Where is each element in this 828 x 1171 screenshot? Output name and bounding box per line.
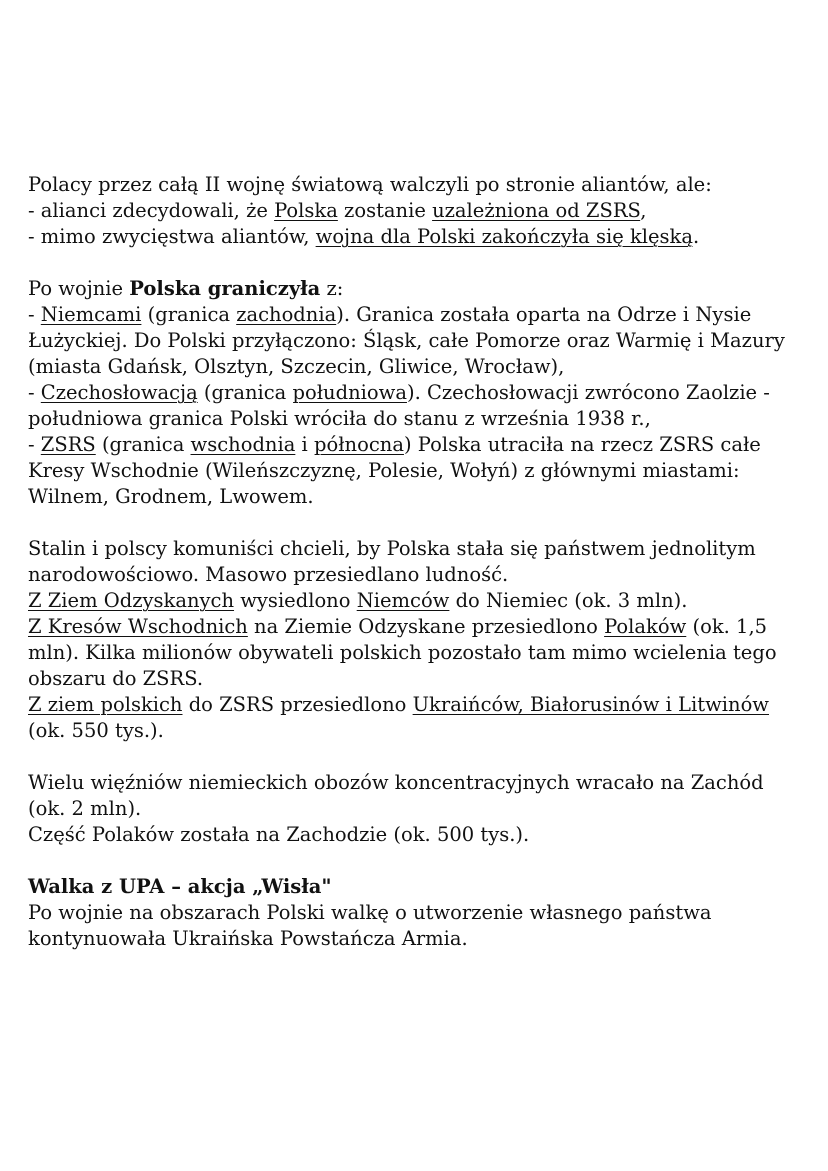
underlined-text: Niemcami [40, 303, 142, 326]
underlined-text: zachodnia [236, 303, 337, 326]
underlined-text: północna [314, 433, 404, 456]
text: Część Polaków została na Zachodzie (ok. 500 tys.). [28, 823, 530, 846]
text: wysiedlono [234, 589, 357, 612]
upa-text: Po wojnie na obszarach Polski walkę o utworzenie własnego państwa kontynuowała Ukraińska Powstańcza Armia. [28, 901, 712, 950]
spacer [28, 848, 798, 874]
text: do Niemiec (ok. 3 mln). [449, 589, 688, 612]
prisoners-line-2 [28, 822, 798, 848]
prisoners-line-1 [28, 770, 798, 822]
underlined-text: Z Ziem Odzyskanych [28, 589, 235, 612]
spacer [28, 250, 798, 276]
underlined-text: Polaków [604, 615, 687, 638]
text: ). Granica została oparta na Odrze i Nysie Łużyckiej. Do Polski przyłączono: Śląsk, całe Pomorze oraz Warmię i Mazury (miasta Gdańsk, Olsztyn, Szczecin, Gliwice, Wrocław), [28, 303, 785, 378]
underlined-text: Z Kresów Wschodnich [28, 615, 248, 638]
intro-line [28, 172, 798, 198]
text: - [28, 381, 41, 404]
text: - mimo zwycięstwa aliantów, [28, 225, 316, 248]
text: na Ziemie Odzyskane przesiedlono [247, 615, 605, 638]
text: (granica [95, 433, 191, 456]
underlined-text: Niemców [356, 589, 450, 612]
document-page [28, 172, 798, 952]
bold-text: Polska graniczyła [129, 277, 321, 300]
text: i [295, 433, 314, 456]
resettlement-germans [28, 588, 798, 614]
borders-intro [28, 276, 798, 302]
text: zostanie [337, 199, 433, 222]
text: , [640, 199, 647, 222]
text: Wielu więźniów niemieckich obozów koncentracyjnych wracało na Zachód (ok. 2 mln). [28, 771, 764, 820]
intro-bullet-1 [28, 198, 798, 224]
underlined-text: ZSRS [40, 433, 96, 456]
text: (ok. 1,5 mln). Kilka milionów obywateli polskich pozostało tam mimo wcielenia tego obszaru do ZSRS. [28, 615, 777, 690]
spacer [28, 744, 798, 770]
text: (granica [141, 303, 237, 326]
text: Stalin i polscy komuniści chcieli, by Polska stała się państwem jednolitym narodowościowo. Masowo przesiedlano ludność. [28, 537, 756, 586]
text: Po wojnie [28, 277, 130, 300]
border-ussr [28, 432, 798, 510]
text: - [28, 303, 41, 326]
text: (granica [197, 381, 293, 404]
underlined-text: uzależniona od ZSRS [432, 199, 641, 222]
text: - alianci zdecydowali, że [28, 199, 275, 222]
underlined-text: południowa [292, 381, 407, 404]
underlined-text: wschodnia [190, 433, 296, 456]
section-heading-upa: Walka z UPA – akcja „Wisła" [28, 875, 332, 898]
underlined-text: wojna dla Polski zakończyła się klęską [315, 225, 693, 248]
underlined-text: Czechosłowacją [40, 381, 198, 404]
text: ) Polska utraciła na rzecz ZSRS całe Kresy Wschodnie (Wileńszczyznę, Polesie, Wołyń) z głównymi miastami: Wilnem, Grodnem, Lwowem. [28, 433, 761, 508]
text: . [693, 225, 700, 248]
intro-text: Polacy przez całą II wojnę światową walczyli po stronie aliantów, ale: [28, 173, 712, 196]
border-czechoslovakia [28, 380, 798, 432]
underlined-text: Z ziem polskich [28, 693, 183, 716]
text: z: [320, 277, 344, 300]
spacer [28, 510, 798, 536]
resettlement-intro [28, 536, 798, 588]
intro-bullet-2 [28, 224, 798, 250]
resettlement-poles [28, 614, 798, 692]
resettlement-ukrainians [28, 692, 798, 744]
underlined-text: Polska [274, 199, 338, 222]
underlined-text: Ukraińców, Białorusinów i Litwinów [412, 693, 769, 716]
text: do ZSRS przesiedlono [182, 693, 413, 716]
text: (ok. 550 tys.). [28, 719, 164, 742]
border-germany [28, 302, 798, 380]
text: ). Czechosłowacji zwrócono Zaolzie - południowa granica Polski wróciła do stanu z września 1938 r., [28, 381, 770, 430]
text: - [28, 433, 41, 456]
